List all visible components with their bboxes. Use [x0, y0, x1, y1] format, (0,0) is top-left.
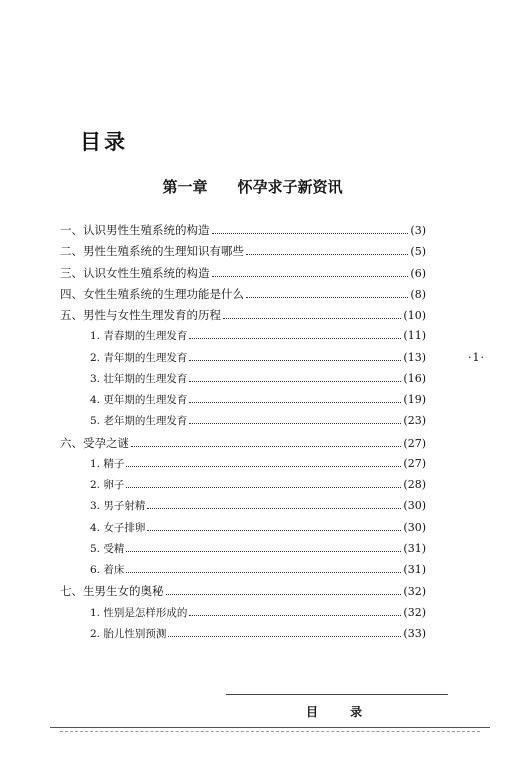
toc-entry-page: (30) — [403, 520, 426, 534]
page-title: 目录 — [80, 130, 128, 154]
dot-leader — [212, 267, 409, 277]
dot-leader — [147, 521, 401, 531]
dot-leader — [126, 563, 401, 573]
dot-leader — [246, 245, 408, 255]
toc-entry-page: (28) — [403, 478, 426, 491]
dot-leader — [147, 499, 401, 509]
toc-entry-label: 1. 性别是怎样形成的 — [90, 606, 188, 619]
toc-entry-label: 七、生男生女的奥秘 — [60, 584, 164, 599]
page-number: ·1· — [468, 351, 485, 364]
dot-leader — [126, 542, 401, 552]
footer-divider-top — [226, 694, 448, 695]
toc-entry-label: 二、男性生殖系统的生理知识有哪些 — [60, 244, 244, 259]
toc-entry-label: 4. 女子排卵 — [90, 521, 146, 534]
toc-entry — [60, 371, 426, 392]
toc-entry-page: (16) — [403, 371, 426, 385]
toc-entry — [60, 265, 426, 286]
toc-entry-label: 5. 老年期的生理发育 — [90, 415, 188, 428]
toc-entry-label: 六、受孕之谜 — [60, 435, 129, 450]
dot-leader — [189, 393, 401, 403]
chapter-title: 怀孕求子新资讯 — [237, 178, 343, 196]
footer-divider-shadow — [60, 731, 480, 732]
dot-leader — [189, 351, 401, 361]
toc-entry-page: (30) — [403, 499, 426, 513]
toc-entry-label: 3. 男子射精 — [90, 500, 146, 513]
toc-entry — [60, 477, 426, 498]
toc-entry-page: (31) — [403, 563, 426, 576]
toc-entry — [60, 307, 426, 328]
toc-entry-page: (33) — [403, 626, 426, 640]
toc-entry — [60, 626, 426, 647]
toc-entry-page: (13) — [403, 350, 426, 364]
running-footer-title: 目 录 — [306, 705, 363, 719]
toc-entry-page: (32) — [403, 605, 426, 619]
toc-entry — [60, 328, 426, 349]
toc-entry — [60, 498, 426, 519]
toc-entry — [60, 392, 426, 413]
toc-entry — [60, 435, 426, 456]
dot-leader — [189, 372, 401, 382]
toc-entry — [60, 605, 426, 626]
dot-leader — [126, 457, 401, 467]
toc-entry — [60, 286, 426, 307]
toc-entry-label: 一、认识男性生殖系统的构造 — [60, 223, 210, 237]
footer-divider-bottom — [50, 727, 490, 728]
toc-entry-label: 5. 受精 — [90, 542, 125, 555]
toc-entry — [60, 222, 426, 243]
toc-entry-page: (19) — [403, 393, 426, 406]
toc-entry-label: 1. 青春期的生理发育 — [90, 330, 188, 343]
dot-leader — [212, 224, 409, 234]
toc-entry-page: (31) — [403, 541, 426, 555]
dot-leader — [131, 437, 401, 447]
toc-entry — [60, 541, 426, 562]
toc-entry-label: 五、男性与女性生理发育的历程 — [60, 308, 221, 322]
table-of-contents — [60, 222, 426, 647]
toc-entry-label: 4. 更年期的生理发育 — [90, 394, 188, 406]
dot-leader — [246, 288, 408, 298]
toc-entry — [60, 413, 426, 434]
toc-entry-page: (32) — [403, 585, 426, 599]
toc-entry — [60, 520, 426, 541]
dot-leader — [223, 309, 401, 319]
toc-entry-page: (8) — [410, 287, 426, 301]
dot-leader — [166, 585, 402, 595]
dot-leader — [189, 329, 401, 339]
toc-entry-page: (10) — [403, 309, 426, 322]
toc-entry-label: 1. 精子 — [90, 457, 125, 470]
toc-entry-page: (27) — [403, 456, 426, 470]
toc-entry-page: (3) — [410, 224, 426, 237]
toc-entry — [60, 243, 426, 264]
toc-entry-page: (27) — [403, 436, 426, 450]
toc-entry-label: 6. 着床 — [90, 564, 125, 576]
dot-leader — [126, 478, 401, 488]
toc-entry-page: (6) — [410, 266, 426, 280]
chapter-heading — [0, 176, 505, 197]
dot-leader — [168, 627, 401, 637]
toc-entry-label: 2. 卵子 — [90, 479, 125, 491]
toc-entry-label: 2. 青年期的生理发育 — [90, 351, 188, 364]
toc-entry-page: (5) — [410, 245, 426, 259]
dot-leader — [189, 606, 401, 616]
toc-entry-label: 四、女性生殖系统的生理功能是什么 — [60, 286, 244, 301]
toc-entry-label: 三、认识女性生殖系统的构造 — [60, 265, 210, 280]
toc-entry — [60, 583, 426, 604]
dot-leader — [189, 414, 401, 424]
chapter-number: 第一章 — [162, 178, 208, 196]
toc-entry-label: 2. 胎儿性别预测 — [90, 627, 167, 640]
toc-entry-label: 3. 壮年期的生理发育 — [90, 372, 188, 385]
toc-entry — [60, 456, 426, 477]
toc-entry — [60, 350, 426, 371]
toc-entry-page: (11) — [403, 329, 426, 343]
toc-entry — [60, 562, 426, 583]
toc-entry-page: (23) — [403, 414, 426, 428]
